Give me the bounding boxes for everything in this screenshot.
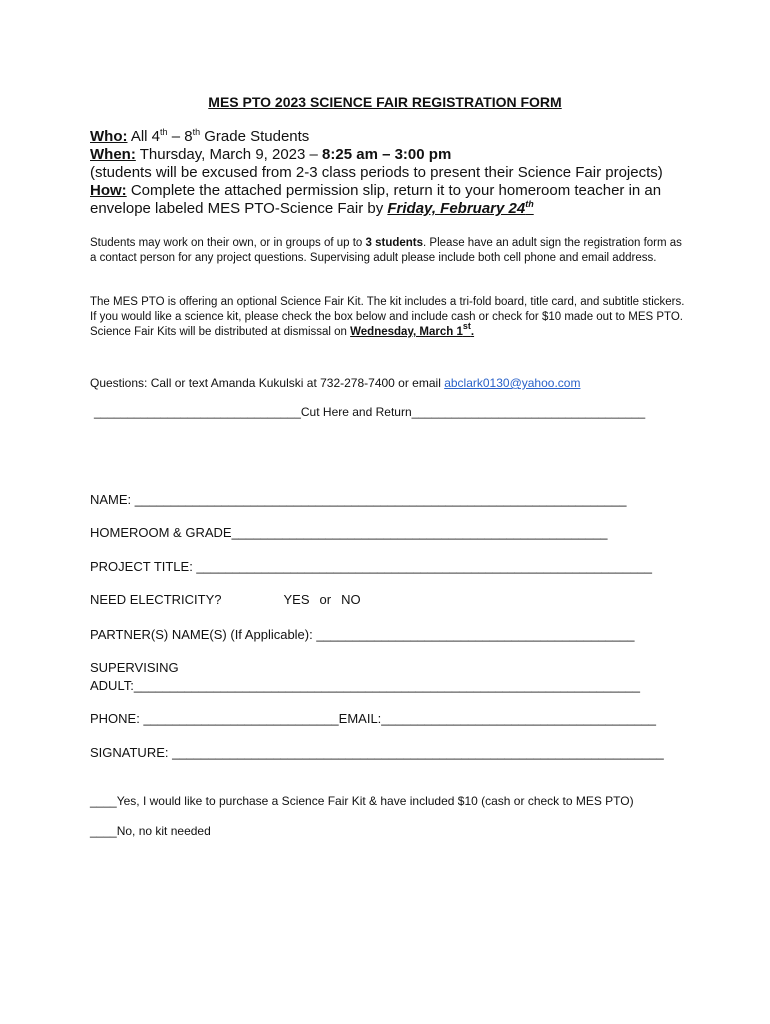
electricity-field [90, 591, 690, 608]
supervising-label: SUPERVISING [90, 660, 179, 675]
who-sup-1: th [160, 127, 168, 137]
who-sup-2: th [192, 127, 201, 137]
questions-line [90, 376, 690, 391]
electricity-no-option[interactable]: NO [341, 592, 361, 607]
email-field[interactable]: EMAIL:______________________________________ [338, 711, 657, 726]
kit-paragraph [90, 295, 690, 340]
excused-line: (students will be excused from 2-3 class periods to present their Science Fair projects) [90, 164, 663, 181]
para1-bold: 3 students [365, 237, 424, 249]
electricity-yes-option[interactable]: YES [283, 592, 310, 607]
how-line-1 [90, 182, 690, 200]
para2-end: . [470, 326, 475, 338]
questions-text: Questions: Call or text Amanda Kukulski at 732-278-7400 or email [90, 376, 445, 390]
para2-a: The MES PTO is offering an optional Science Fair Kit. The kit includes a tri-fold board, title card, and subtitle stickers. If you would like a science kit, please check the box below and include cash or check for $10 made out to MES PTO. Science Fair Kits will be distributed at dismissal on [90, 296, 685, 338]
para2-bold: Wednesday, March 1 [350, 326, 463, 338]
deadline-text: Friday, February 24 [387, 200, 526, 217]
who-end: Grade Students [200, 128, 310, 145]
kit-no-option[interactable]: ____No, no kit needed [90, 824, 211, 838]
signature-field[interactable]: SIGNATURE: ____________________________________________________________________ [90, 745, 664, 760]
how-text-2: envelope labeled MES PTO-Science Fair by [90, 200, 388, 217]
how-line-2 [90, 200, 690, 218]
how-text-1: Complete the attached permission slip, return it to your homeroom teacher in an [126, 182, 662, 199]
how-label: How: [90, 182, 127, 199]
homeroom-grade-field[interactable]: HOMEROOM & GRADE____________________________________________________ [90, 525, 608, 540]
electricity-or: or [319, 592, 332, 607]
name-field[interactable]: NAME: ____________________________________________________________________ [90, 492, 627, 507]
who-text: All 4 [127, 128, 161, 145]
deadline-date [387, 200, 533, 217]
deadline-sup: th [525, 199, 534, 209]
project-title-field[interactable]: PROJECT TITLE: _______________________________________________________________ [90, 559, 652, 574]
when-label: When: [90, 146, 136, 163]
groups-paragraph [90, 236, 690, 266]
cut-left-line: _______________________________ [94, 405, 301, 419]
contact-email-link[interactable]: abclark0130@yahoo.com [444, 376, 581, 390]
kit-distribution-date [350, 321, 475, 338]
cut-right-line: ___________________________________ [411, 405, 646, 419]
when-time: 8:25 am – 3:00 pm [322, 146, 452, 163]
when-line [90, 146, 690, 164]
para1-b: . Please have an adult sign the registration form as a contact person for any project questions. Supervising adult please include both cell phone and email address. [90, 237, 682, 264]
electricity-label: NEED ELECTRICITY? [90, 592, 222, 607]
when-text: Thursday, March 9, 2023 – [135, 146, 323, 163]
para2-sup: st [462, 321, 471, 331]
phone-field[interactable]: PHONE: ___________________________ [90, 711, 339, 726]
who-label: Who: [90, 128, 128, 145]
who-mid: – 8 [167, 128, 193, 145]
kit-yes-option[interactable]: ____Yes, I would like to purchase a Science Fair Kit & have included $10 (cash or check to MES PTO) [90, 794, 634, 808]
event-info [90, 128, 690, 218]
form-title: MES PTO 2023 SCIENCE FAIR REGISTRATION FORM [208, 94, 562, 110]
phone-email-row [90, 710, 690, 727]
para1-a: Students may work on their own, or in groups of up to [90, 237, 366, 249]
who-line [90, 128, 690, 146]
cut-text: Cut Here and Return [300, 405, 412, 419]
partner-names-field[interactable]: PARTNER(S) NAME(S) (If Applicable): ____________________________________________ [90, 627, 635, 642]
supervising-adult-field[interactable]: ADULT:______________________________________________________________________ [90, 678, 640, 693]
cut-line [94, 405, 694, 419]
